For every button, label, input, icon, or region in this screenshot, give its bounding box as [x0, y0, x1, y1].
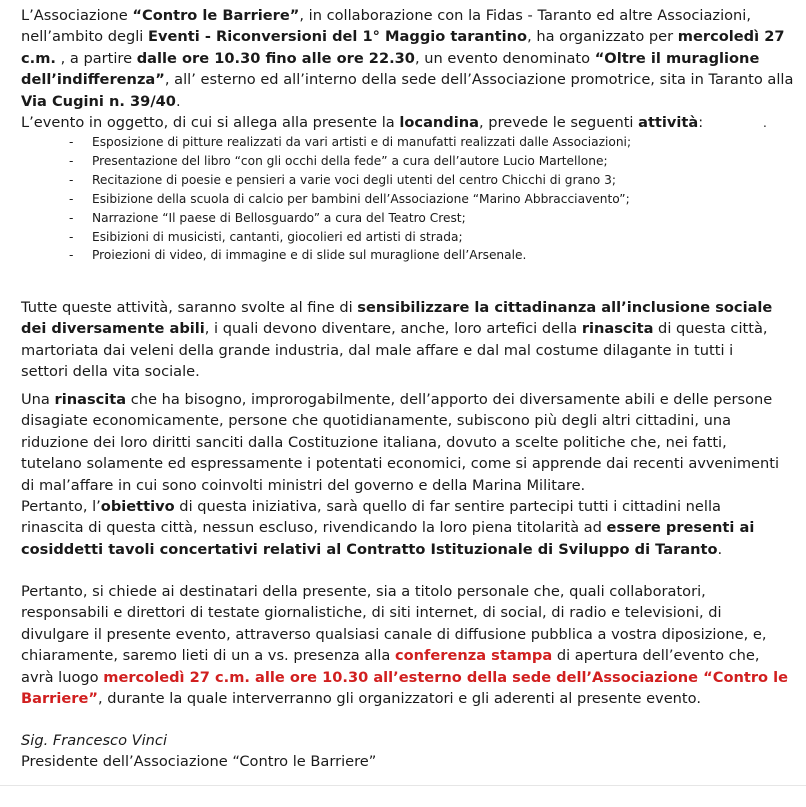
activity-text: Recitazione di poesie e pensieri a varie voci degli utenti del centro Chicchi di grano 3;	[92, 172, 616, 187]
lead-paragraph	[21, 112, 781, 133]
purpose-text-1: Tutte queste attività, saranno svolte al fine di	[21, 299, 358, 316]
press-conference-highlight: conferenza stampa	[394, 647, 553, 665]
signature-name: Sig. Francesco Vinci	[21, 732, 168, 749]
activity-item	[21, 209, 631, 228]
dash-bullet: -	[69, 191, 74, 206]
purpose-text-3: di questa città, martoriata dai veleni della grande industria, dal male affare e dal mal costume dilagante in tutti i settori della vita sociale.	[21, 320, 768, 381]
rebirth-paragraph	[21, 389, 781, 560]
signature-role: Presidente dell’Associazione “Contro le Barriere”	[21, 753, 377, 771]
lead-attivita: attività	[638, 114, 699, 131]
dash-bullet: -	[69, 172, 74, 187]
stray-dot: .	[763, 116, 767, 130]
press-paragraph	[21, 581, 791, 709]
purpose-text-2: , i quali devono diventare, anche, loro artefici della	[204, 320, 582, 338]
purpose-bold-2: rinascita	[581, 320, 654, 338]
association-name: “Contro le Barriere”	[132, 7, 300, 24]
dash-bullet: -	[69, 248, 74, 263]
event-hours: dalle ore 10.30 fino alle ore 22.30	[136, 49, 415, 67]
purpose-bold-1: sensibilizzare la cittadinanza all’inclusione sociale dei diversamente abili	[21, 299, 773, 338]
objective-text-3: .	[717, 540, 723, 558]
intro-paragraph	[21, 5, 799, 112]
purpose-paragraph	[21, 297, 781, 383]
activity-item	[21, 152, 631, 171]
activity-item	[21, 133, 631, 152]
dash-bullet: -	[69, 229, 74, 244]
press-text-3: , durante la quale interverranno gli organizzatori e gli aderenti al presente evento.	[97, 690, 701, 708]
signature-block	[21, 730, 376, 773]
dash-bullet: -	[69, 135, 74, 149]
lead-text-3: :	[698, 114, 704, 131]
intro-text-4: , a partire	[55, 49, 137, 67]
lead-locandina: locandina	[399, 114, 479, 131]
activity-text: Esposizione di pitture realizzati da vari artisti e di manufatti realizzati dalle Associazioni;	[92, 135, 632, 149]
intro-text-7: .	[175, 92, 181, 110]
intro-text-2: , in collaborazione con la Fidas - Taranto ed altre Associazioni, nell’ambito degli	[21, 7, 751, 46]
intro-text-1: L’Associazione	[21, 7, 133, 24]
press-text-2: di apertura dell’evento che, avrà luogo	[21, 647, 760, 686]
lead-text-2: , prevede le seguenti	[479, 114, 639, 131]
objective-text-1: Pertanto, l’	[21, 498, 101, 516]
activities-list	[21, 133, 631, 265]
rebirth-text-2: che ha bisogno, improrogabilmente, dell’apporto dei diversamente abili e delle persone disagiate economicamente, persone che quotidianamente, subiscono più degli altri cittadini, una riduzione dei loro diritti sanciti dalla Costituzione italiana, dovuto a scelte politiche che, nei fatti, tutelano solamente ed espressamente i potentati economici, come si apprende dai recenti avvenimenti di mal’affare in cui sono coinvolti ministri del governo e della Marina Militare.	[21, 391, 780, 494]
press-text-1: Pertanto, si chiede ai destinatari della presente, sia a titolo personale che, quali collaboratori, responsabili e direttori di testate giornalistiche, di siti internet, di social, di radio e televisioni, di divulgare il presente evento, attraverso qualsiasi canale di diffusione pubblica a vostra diposizione, e, chiaramente, saremo lieti di un a vs. presenza alla	[21, 583, 767, 665]
activity-item	[21, 190, 631, 209]
objective-bold: obiettivo	[100, 498, 175, 516]
activity-text: Narrazione “Il paese di Bellosguardo” a cura del Teatro Crest;	[92, 210, 466, 225]
dash-bullet: -	[69, 210, 74, 225]
event-address: Via Cugini n. 39/40	[21, 92, 176, 110]
press-datetime-highlight: mercoledì 27 c.m. alle ore 10.30 all’esterno della sede dell’Associazione “Contro le Barriere”	[21, 668, 789, 708]
activity-item	[21, 228, 631, 247]
event-title: “Oltre il muraglione dell’indifferenza”	[21, 49, 760, 89]
activity-text: Esibizione della scuola di calcio per bambini dell’Associazione “Marino Abbracciavento”;	[92, 191, 630, 206]
rebirth-text-1: Una	[21, 391, 55, 408]
objective-bold-2: essere presenti ai cosiddetti tavoli concertativi relativi al Contratto Istituzionale di Sviluppo di Taranto	[21, 519, 755, 558]
activity-item	[21, 246, 631, 265]
rebirth-bold-1: rinascita	[54, 391, 127, 408]
activity-item	[21, 171, 631, 190]
dash-bullet: -	[69, 153, 74, 168]
activity-text: Presentazione del libro “con gli occhi della fede” a cura dell’autore Lucio Martellone;	[92, 153, 608, 168]
activity-text: Esibizioni di musicisti, cantanti, giocolieri ed artisti di strada;	[92, 229, 463, 244]
intro-text-5: , un evento denominato	[414, 49, 595, 67]
page-bottom-divider	[0, 785, 806, 786]
event-series-name: Eventi - Riconversioni del 1° Maggio tarantino	[148, 28, 528, 46]
intro-text-3: , ha organizzato per	[527, 28, 678, 46]
intro-text-6: , all’ esterno ed all’interno della sede dell’Associazione promotrice, sita in Taranto alla	[164, 71, 794, 89]
objective-text-2: di questa iniziativa, sarà quello di far sentire partecipi tutti i cittadini nella rinascita di questa città, nessun escluso, rivendicando la loro piena titolarità ad	[21, 498, 721, 537]
activity-text: Proiezioni di video, di immagine e di slide sul muraglione dell’Arsenale.	[92, 248, 527, 263]
lead-text-1: L’evento in oggetto, di cui si allega alla presente la	[21, 114, 400, 131]
event-date: mercoledì 27 c.m.	[21, 28, 785, 67]
